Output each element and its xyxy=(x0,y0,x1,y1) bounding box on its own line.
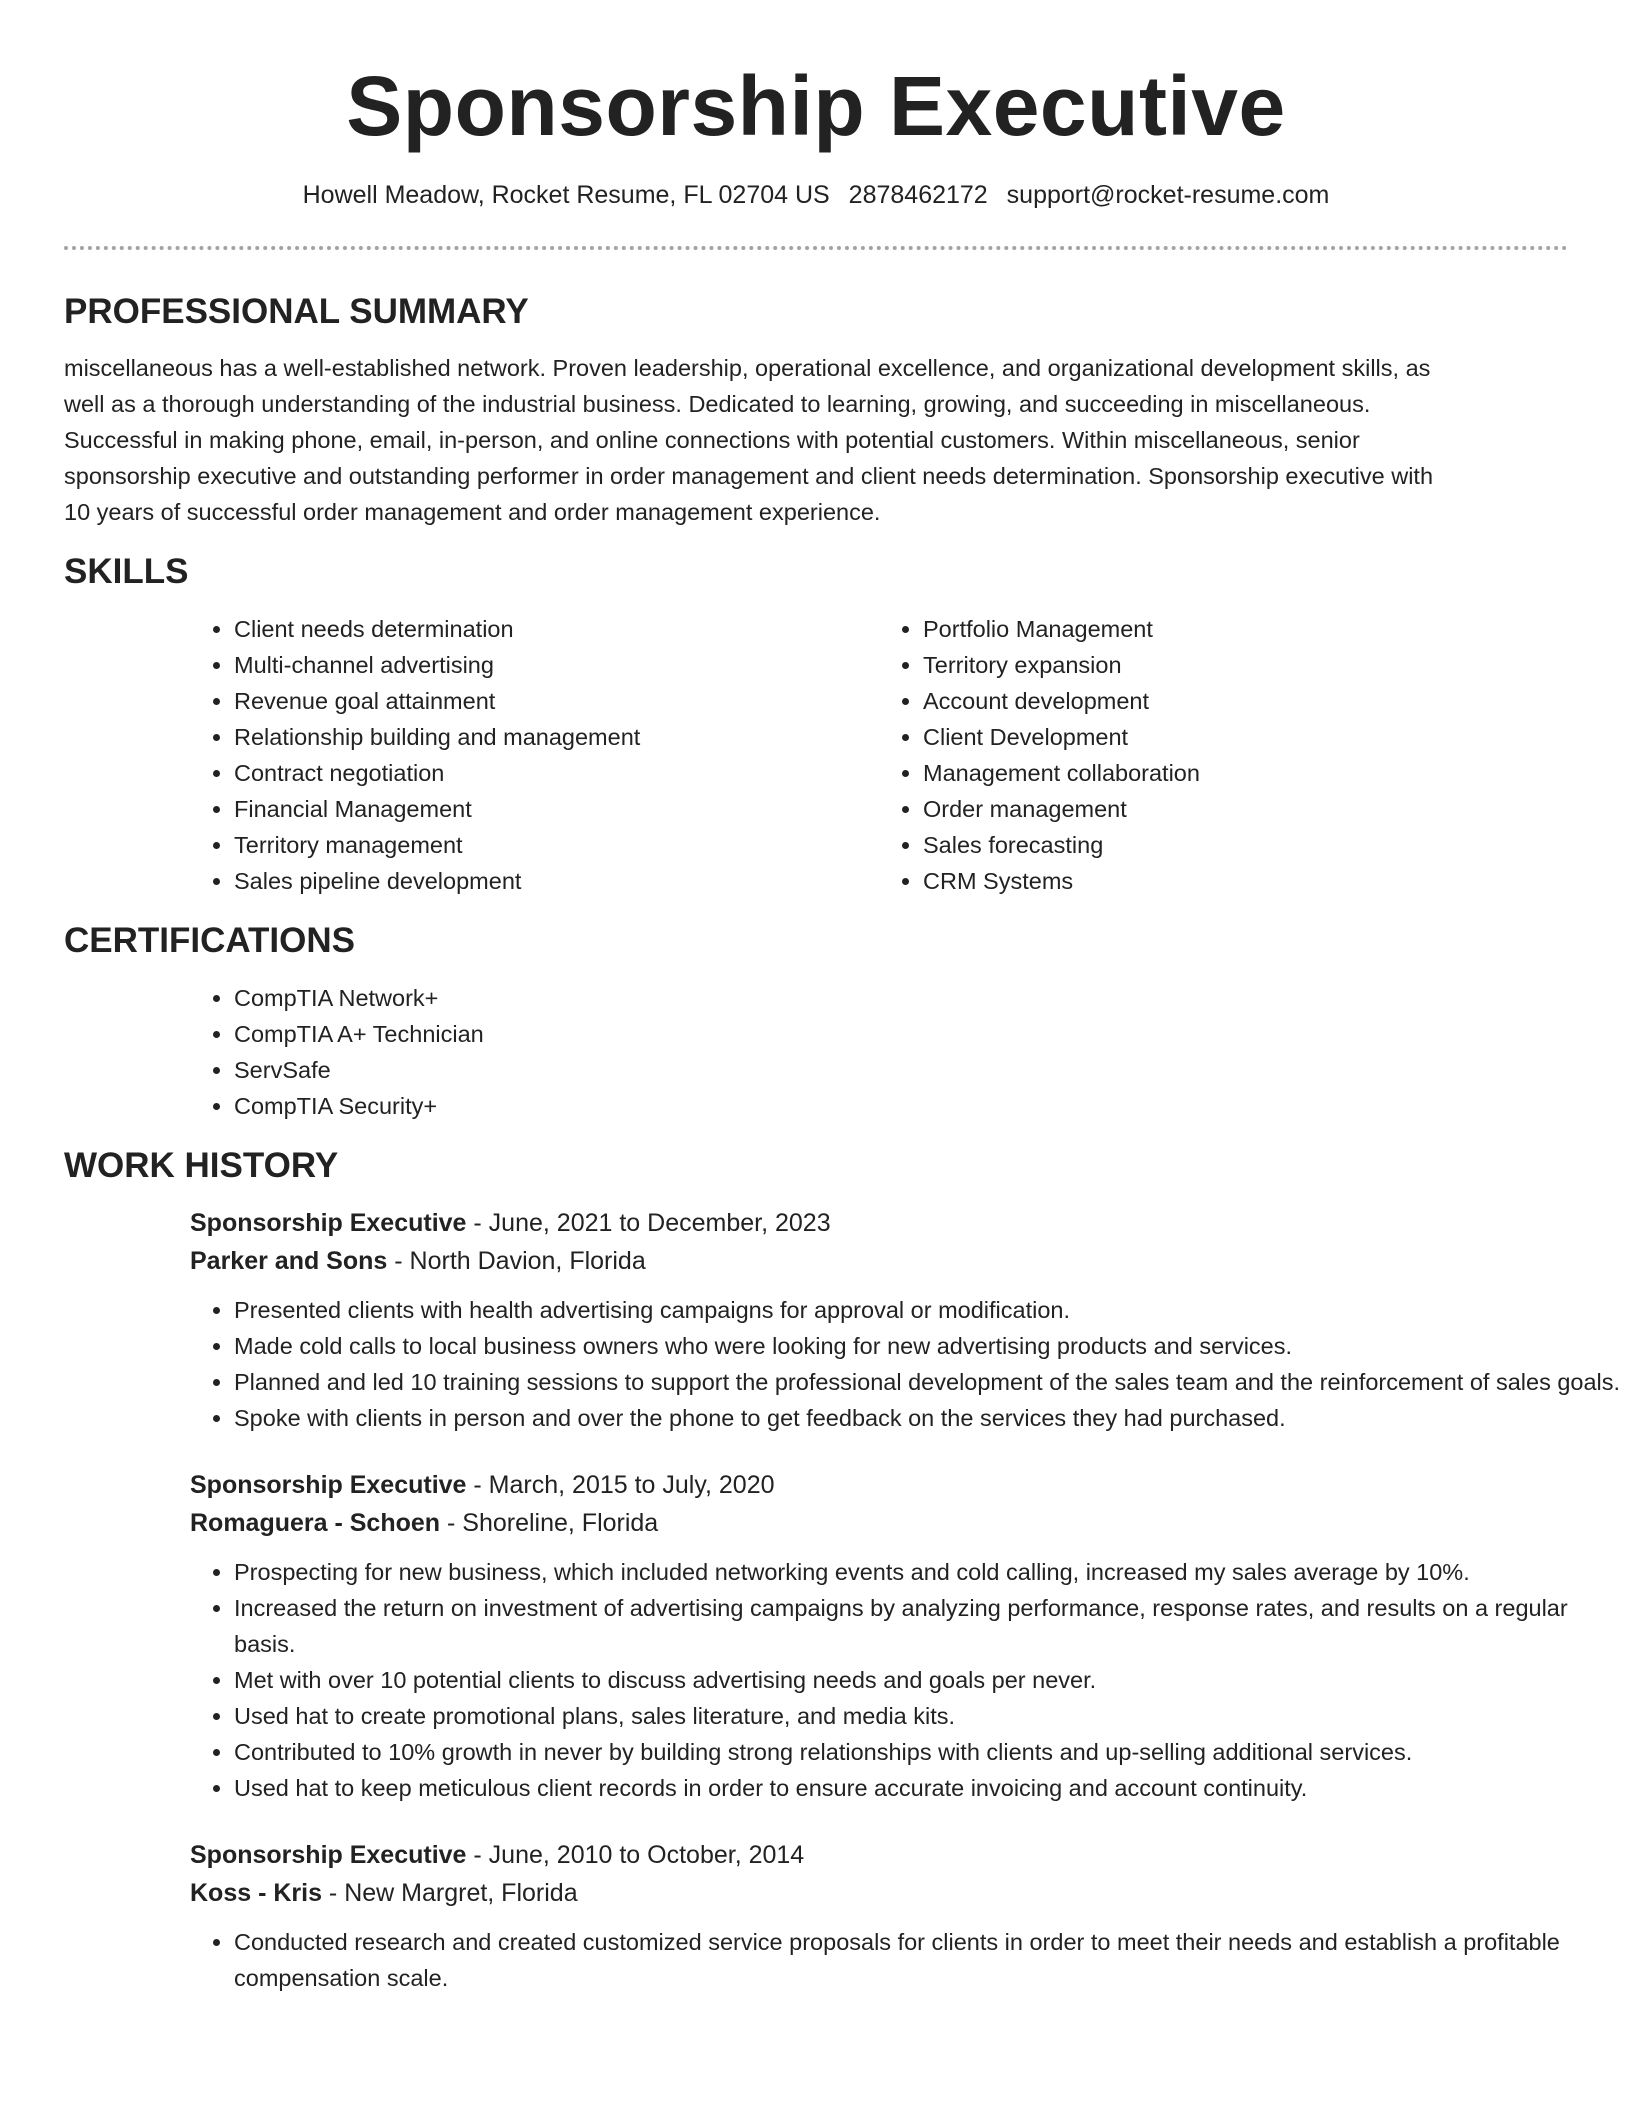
section-title-skills: SKILLS xyxy=(64,552,189,591)
job-dates: - June, 2021 to December, 2023 xyxy=(466,1209,831,1237)
list-item: • Spoke with clients in person and over the phone to get feedback on the services they had purchased. xyxy=(234,1400,1624,1436)
job-title-line xyxy=(190,1466,1568,1504)
list-item: • Territory management xyxy=(234,827,879,863)
job-entry xyxy=(190,1204,1621,1436)
list-item: • Client Development xyxy=(923,719,1568,755)
job-role: Sponsorship Executive xyxy=(190,1471,467,1499)
contact-line xyxy=(64,178,1568,212)
job-title-line xyxy=(190,1836,1568,1874)
job-title-line xyxy=(190,1204,1568,1242)
skills-column-left xyxy=(190,611,879,899)
contact-address: Howell Meadow, Rocket Resume, FL 02704 US xyxy=(302,181,830,209)
list-item: • Client needs determination xyxy=(234,611,879,647)
list-item: • Contributed to 10% growth in never by building strong relationships with clients and up-selling additional services. xyxy=(234,1734,1624,1770)
list-item: • Contract negotiation xyxy=(234,755,879,791)
job-bullets xyxy=(190,1292,1624,1436)
list-item: • Sales forecasting xyxy=(923,827,1568,863)
list-item: • Conducted research and created customized service proposals for clients in order to meet their needs and establish a profitable compensation scale. xyxy=(234,1924,1624,1996)
section-title-work-history: WORK HISTORY xyxy=(64,1146,339,1185)
list-item: • Revenue goal attainment xyxy=(234,683,879,719)
job-company: Parker and Sons xyxy=(190,1247,388,1275)
contact-phone: 2878462172 xyxy=(848,181,988,209)
job-company: Koss - Kris xyxy=(190,1879,322,1907)
job-location: - New Margret, Florida xyxy=(321,1879,578,1907)
list-item: • Used hat to keep meticulous client records in order to ensure accurate invoicing and account continuity. xyxy=(234,1770,1624,1806)
list-item: • Prospecting for new business, which included networking events and cold calling, increased my sales average by 10%. xyxy=(234,1554,1624,1590)
list-item: • Planned and led 10 training sessions to support the professional development of the sales team and the reinforcement of sales goals. xyxy=(234,1364,1624,1400)
section-title-summary: PROFESSIONAL SUMMARY xyxy=(64,292,529,331)
section-title-certifications: CERTIFICATIONS xyxy=(64,921,356,960)
job-role: Sponsorship Executive xyxy=(190,1209,467,1237)
job-bullets xyxy=(190,1924,1624,1996)
header-divider xyxy=(64,246,1568,250)
job-location: - North Davion, Florida xyxy=(387,1247,646,1275)
job-dates: - June, 2010 to October, 2014 xyxy=(466,1841,805,1869)
list-item: • CompTIA Network+ xyxy=(234,980,1568,1016)
list-item: • Financial Management xyxy=(234,791,879,827)
job-entry xyxy=(190,1466,1568,1806)
page-title: Sponsorship Executive xyxy=(346,59,1286,153)
list-item: • Relationship building and management xyxy=(234,719,879,755)
list-item: • Used hat to create promotional plans, sales literature, and media kits. xyxy=(234,1698,1624,1734)
list-item: • Made cold calls to local business owners who were looking for new advertising products and services. xyxy=(234,1328,1624,1364)
list-item: • Portfolio Management xyxy=(923,611,1568,647)
list-item: • Met with over 10 potential clients to discuss advertising needs and goals per never. xyxy=(234,1662,1624,1698)
job-company: Romaguera - Schoen xyxy=(190,1509,441,1537)
list-item: • CompTIA Security+ xyxy=(234,1088,1568,1124)
list-item: • Sales pipeline development xyxy=(234,863,879,899)
job-bullets xyxy=(190,1554,1624,1806)
list-item: • Presented clients with health advertising campaigns for approval or modification. xyxy=(234,1292,1624,1328)
list-item: • ServSafe xyxy=(234,1052,1568,1088)
job-dates: - March, 2015 to July, 2020 xyxy=(466,1471,775,1499)
job-company-line xyxy=(190,1874,1568,1912)
job-company-line xyxy=(190,1242,1568,1280)
list-item: • CompTIA A+ Technician xyxy=(234,1016,1568,1052)
job-entry xyxy=(190,1836,1568,1996)
list-item: • CRM Systems xyxy=(923,863,1568,899)
list-item: • Increased the return on investment of advertising campaigns by analyzing performance, response rates, and results on a regular basis. xyxy=(234,1590,1624,1662)
list-item: • Multi-channel advertising xyxy=(234,647,879,683)
contact-email: support@rocket-resume.com xyxy=(1006,181,1330,209)
list-item: • Territory expansion xyxy=(923,647,1568,683)
job-location: - Shoreline, Florida xyxy=(440,1509,659,1537)
job-role: Sponsorship Executive xyxy=(190,1841,467,1869)
skills-list xyxy=(190,611,1568,899)
skills-column-right xyxy=(879,611,1568,899)
list-item: • Management collaboration xyxy=(923,755,1568,791)
list-item: • Order management xyxy=(923,791,1568,827)
job-company-line xyxy=(190,1504,1568,1542)
list-item: • Account development xyxy=(923,683,1568,719)
certifications-list xyxy=(190,980,1568,1124)
summary-text: miscellaneous has a well-established network. Proven leadership, operational excellence, and organizational development skills, as well as a thorough understanding of the industrial business. Dedicated to learning, growing, and succeeding in miscellaneous. Successful in making phone, email, in-person, and online connections with potential customers. Within miscellaneous, senior sponsorship executive and outstanding performer in order management and client needs determination. Sponsorship executive with 10 years of successful order management and order management experience. xyxy=(64,355,1434,525)
